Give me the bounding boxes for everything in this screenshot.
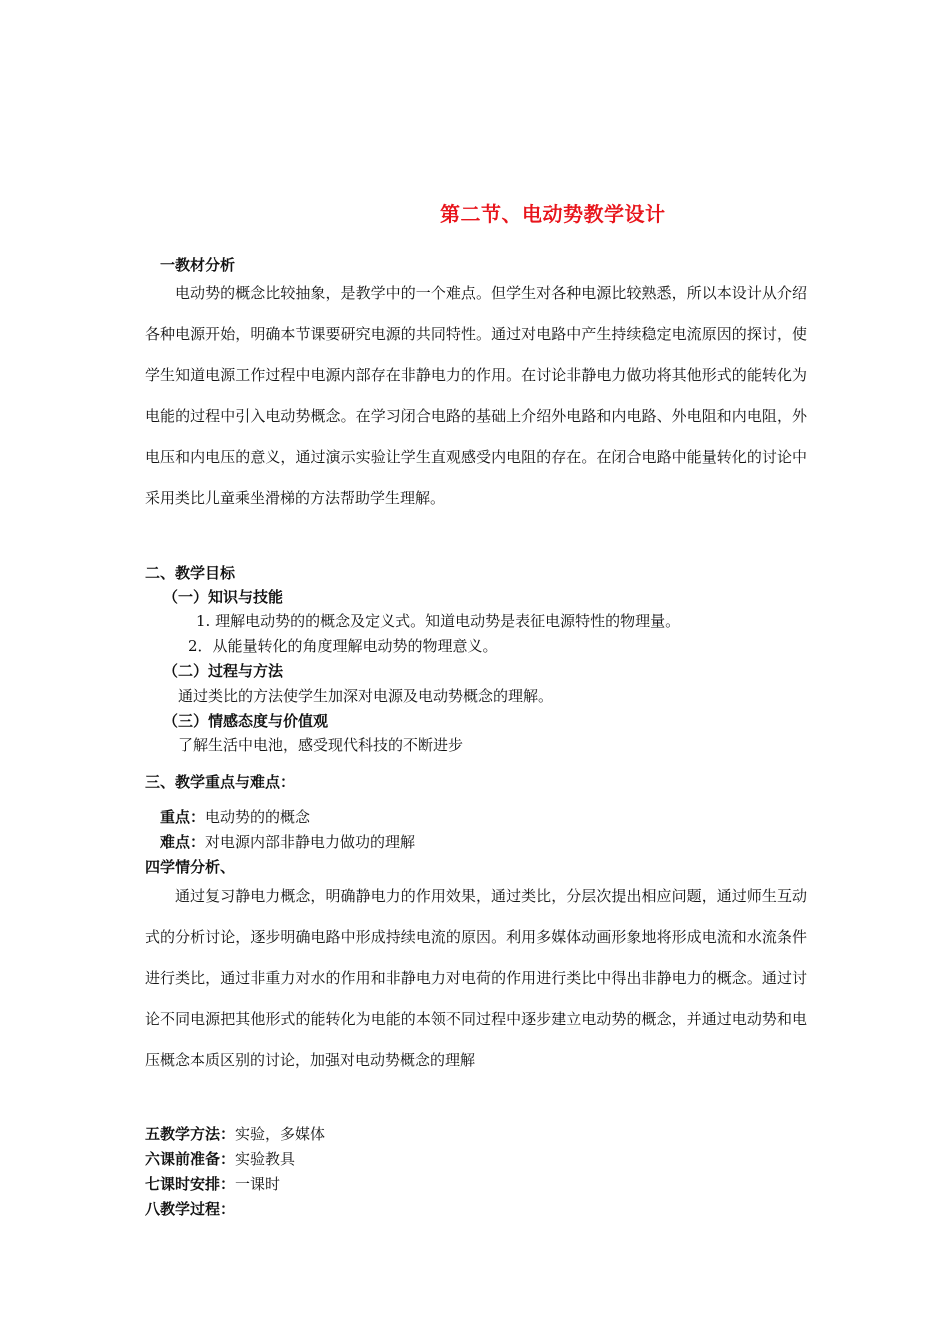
subsection-process-heading: （二）过程与方法 xyxy=(163,662,284,680)
key-point-text: 电动势的的概念 xyxy=(205,808,311,826)
difficult-point-text: 对电源内部非静电力做功的理解 xyxy=(205,833,416,851)
page-title: 第二节、电动势教学设计 xyxy=(440,202,666,226)
section-1-paragraph: 电动势的概念比较抽象，是教学中的一个难点。但学生对各种电源比较熟悉，所以本设计从介绍各种电源开始，明确本节课要研究电源的共同特性。通过对电路中产生持续稳定电流原因的探讨，使学生知道电源工作过程中电源内部存在非静电力的作用。在讨论非静电力做功将其他形式的能转化为电能的过程中引入电动势概念。在学习闭合电路的基础上介绍外电路和内电路、外电阻和内电阻，外电压和内电压的意义，通过演示实验让学生直观感受内电阻的存在。在闭合电路中能量转化的讨论中采用类比儿童乘坐滑梯的方法帮助学生理解。 xyxy=(145,284,807,507)
emotion-text: 了解生活中电池，感受现代科技的不断进步 xyxy=(178,736,464,754)
teaching-process xyxy=(145,1198,235,1219)
section-3-heading: 三、教学重点与难点： xyxy=(145,773,296,791)
schedule-text: 一课时 xyxy=(235,1175,281,1193)
teaching-methods xyxy=(145,1123,325,1144)
subsection-emotion-heading: （三）情感态度与价值观 xyxy=(163,712,329,730)
difficult-point-label: 难点： xyxy=(160,833,206,851)
preparation-label: 六课前准备： xyxy=(145,1150,236,1168)
teaching-methods-label: 五教学方法： xyxy=(145,1125,236,1143)
section-1-body xyxy=(145,273,807,519)
key-point-label: 重点： xyxy=(160,808,206,826)
section-4-paragraph: 通过复习静电力概念，明确静电力的作用效果，通过类比，分层次提出相应问题，通过师生互动式的分析讨论，逐步明确电路中形成持续电流的原因。利用多媒体动画形象地将形成电流和水流条件进行类比，通过非重力对水的作用和非静电力对电荷的作用进行类比中得出非静电力的概念。通过讨论不同电源把其他形式的能转化为电能的本领不同过程中逐步建立电动势的概念，并通过电动势和电压概念本质区别的讨论，加强对电动势概念的理解 xyxy=(145,887,807,1069)
section-1-heading: 一教材分析 xyxy=(160,256,236,274)
objective-item-2: 2．从能量转化的角度理解电动势的物理意义。 xyxy=(188,637,498,655)
key-point xyxy=(160,806,310,827)
teaching-methods-text: 实验，多媒体 xyxy=(235,1125,326,1143)
subsection-knowledge-heading: （一）知识与技能 xyxy=(163,588,284,606)
section-4-body xyxy=(145,876,807,1081)
teaching-process-label: 八教学过程： xyxy=(145,1200,236,1218)
section-4-heading: 四学情分析、 xyxy=(145,858,236,876)
preparation-text: 实验教具 xyxy=(235,1150,296,1168)
objective-item-1: 1. 理解电动势的的概念及定义式。知道电动势是表征电源特性的物理量。 xyxy=(196,612,681,630)
process-text: 通过类比的方法使学生加深对电源及电动势概念的理解。 xyxy=(178,687,554,705)
section-2-heading: 二、教学目标 xyxy=(145,564,236,582)
schedule-label: 七课时安排： xyxy=(145,1175,236,1193)
preparation xyxy=(145,1148,295,1169)
difficult-point xyxy=(160,831,415,852)
schedule xyxy=(145,1173,280,1194)
